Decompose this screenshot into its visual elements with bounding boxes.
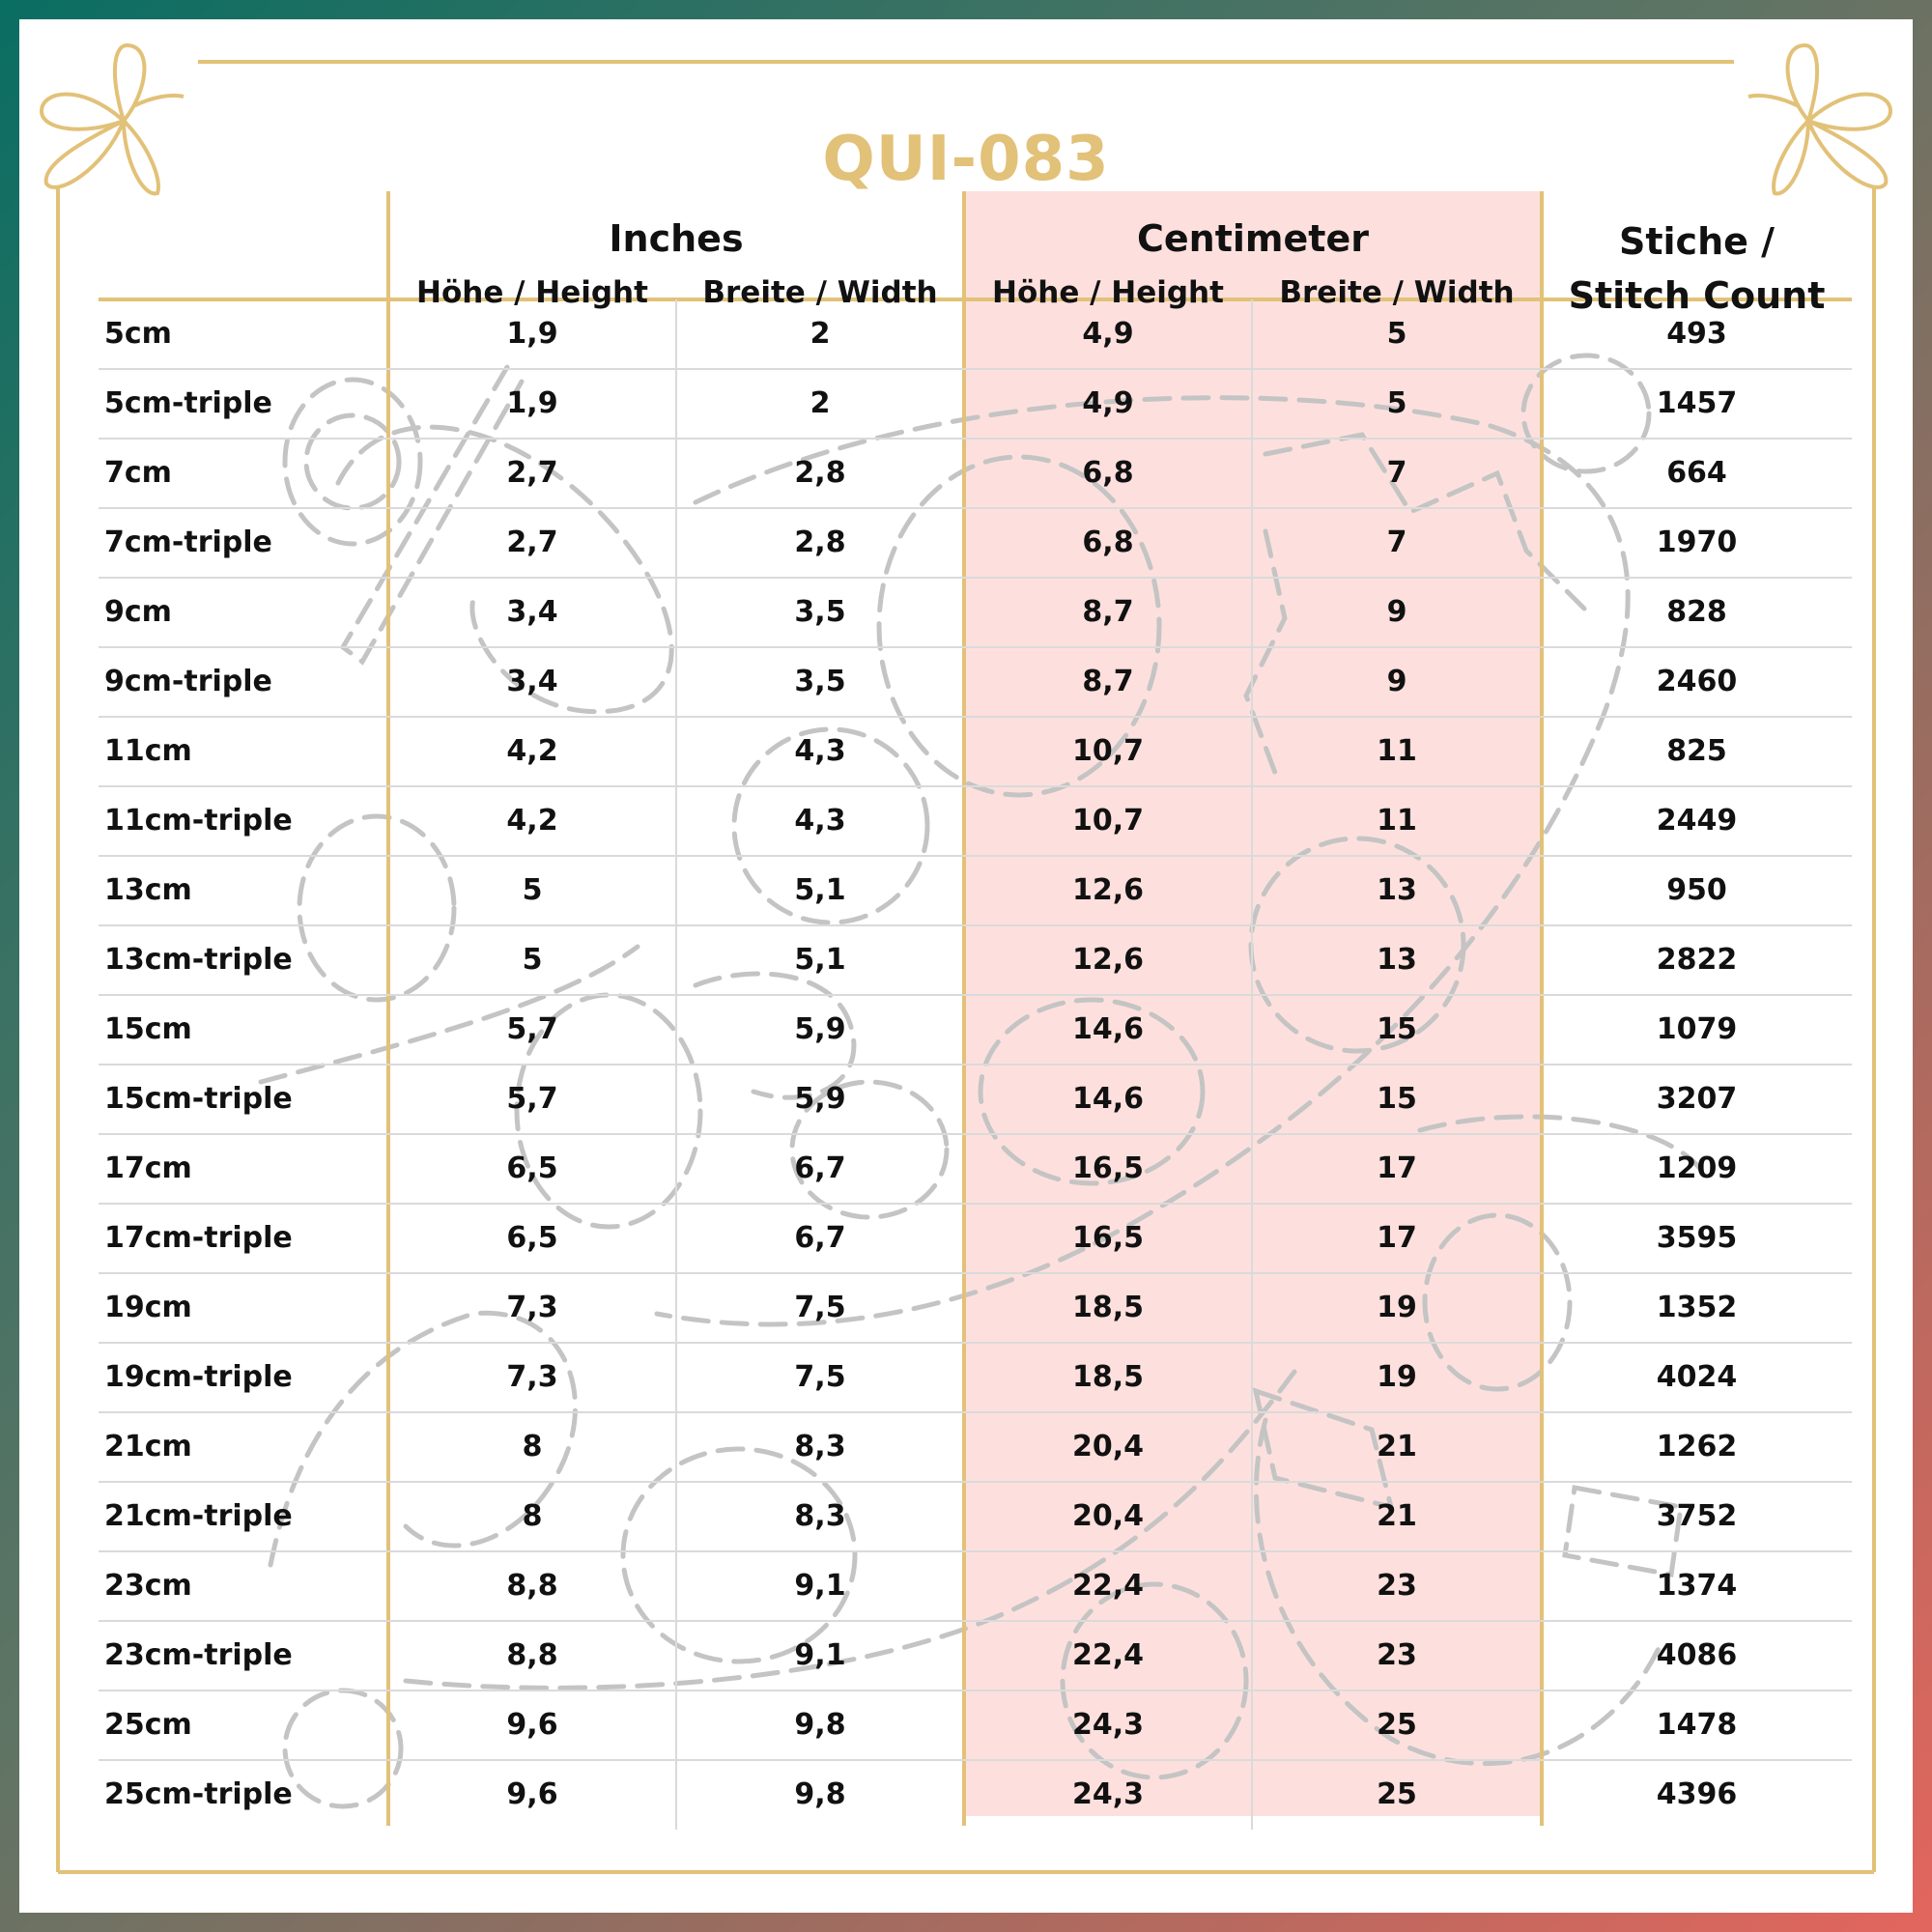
stitch-count-value: 1079 bbox=[1656, 1012, 1738, 1046]
size-label: 5cm bbox=[104, 317, 172, 351]
size-label: 5cm-triple bbox=[104, 386, 272, 420]
stitch-count-value: 4396 bbox=[1656, 1777, 1738, 1811]
cm-height-value: 20,4 bbox=[1071, 1430, 1145, 1463]
table-row bbox=[99, 1621, 1852, 1690]
header-stitch-line1: Stiche / bbox=[1618, 220, 1776, 263]
inches-height-value: 9,6 bbox=[506, 1777, 558, 1811]
table-row bbox=[99, 1343, 1852, 1412]
inches-width-value: 9,8 bbox=[794, 1777, 846, 1811]
cm-width-value: 13 bbox=[1377, 943, 1417, 977]
inches-width-value: 6,7 bbox=[794, 1221, 846, 1255]
stitch-count-value: 4024 bbox=[1656, 1360, 1738, 1394]
table-row bbox=[99, 578, 1852, 647]
size-label: 17cm-triple bbox=[104, 1221, 293, 1255]
stitch-count-value: 825 bbox=[1666, 734, 1727, 768]
inches-height-value: 2,7 bbox=[506, 456, 558, 490]
size-label: 15cm-triple bbox=[104, 1082, 293, 1116]
size-label: 25cm bbox=[104, 1708, 192, 1742]
cm-width-value: 11 bbox=[1377, 734, 1417, 768]
stitch-count-value: 2822 bbox=[1656, 943, 1738, 977]
inches-width-value: 7,5 bbox=[794, 1360, 846, 1394]
inches-height-value: 2,7 bbox=[506, 526, 558, 559]
inches-width-value: 5,9 bbox=[794, 1082, 846, 1116]
stitch-count-value: 2460 bbox=[1656, 665, 1738, 698]
size-label: 21cm bbox=[104, 1430, 192, 1463]
inches-height-value: 7,3 bbox=[506, 1291, 558, 1324]
table-row bbox=[99, 1273, 1852, 1343]
cm-width-value: 17 bbox=[1377, 1221, 1417, 1255]
inches-height-value: 8,8 bbox=[506, 1569, 558, 1603]
cm-height-value: 16,5 bbox=[1071, 1221, 1145, 1255]
header-stitch-line2: Stitch Count bbox=[1568, 274, 1826, 317]
cm-width-value: 9 bbox=[1386, 595, 1407, 629]
stitch-count-value: 4086 bbox=[1656, 1638, 1738, 1672]
inches-height-value: 4,2 bbox=[506, 734, 558, 768]
inches-height-value: 6,5 bbox=[506, 1221, 558, 1255]
stitch-count-value: 493 bbox=[1666, 317, 1727, 351]
inches-width-value: 9,8 bbox=[794, 1708, 846, 1742]
cm-width-value: 21 bbox=[1377, 1430, 1417, 1463]
size-chart-sheet bbox=[19, 19, 1913, 1913]
cm-width-value: 15 bbox=[1377, 1082, 1417, 1116]
stitch-count-value: 1209 bbox=[1656, 1151, 1738, 1185]
table-row bbox=[99, 1690, 1852, 1760]
stitch-count-value: 1374 bbox=[1656, 1569, 1738, 1603]
inches-width-value: 3,5 bbox=[794, 595, 846, 629]
page-title: QUI-083 bbox=[822, 124, 1110, 195]
inches-height-value: 1,9 bbox=[506, 317, 558, 351]
stitch-count-value: 3207 bbox=[1656, 1082, 1738, 1116]
size-label: 21cm-triple bbox=[104, 1499, 293, 1533]
header-cm-width: Breite / Width bbox=[1279, 275, 1515, 310]
cm-height-value: 18,5 bbox=[1071, 1360, 1145, 1394]
table-row bbox=[99, 647, 1852, 717]
cm-height-value: 6,8 bbox=[1082, 526, 1134, 559]
inches-height-value: 1,9 bbox=[506, 386, 558, 420]
inches-width-value: 5,1 bbox=[794, 943, 846, 977]
cm-height-value: 14,6 bbox=[1071, 1012, 1145, 1046]
table-row bbox=[99, 717, 1852, 786]
size-label: 23cm-triple bbox=[104, 1638, 293, 1672]
stitch-count-value: 828 bbox=[1666, 595, 1727, 629]
inches-height-value: 7,3 bbox=[506, 1360, 558, 1394]
size-label: 11cm bbox=[104, 734, 192, 768]
size-label: 9cm bbox=[104, 595, 172, 629]
size-table-body bbox=[99, 299, 1852, 1830]
size-label: 11cm-triple bbox=[104, 804, 293, 838]
inches-width-value: 5,1 bbox=[794, 873, 846, 907]
cm-width-value: 5 bbox=[1386, 317, 1407, 351]
header-centimeter: Centimeter bbox=[1137, 217, 1369, 260]
cm-height-value: 4,9 bbox=[1082, 386, 1134, 420]
inches-width-value: 8,3 bbox=[794, 1499, 846, 1533]
table-row bbox=[99, 299, 1852, 369]
table-row bbox=[99, 1551, 1852, 1621]
cm-height-value: 10,7 bbox=[1071, 734, 1145, 768]
inches-width-value: 5,9 bbox=[794, 1012, 846, 1046]
inches-height-value: 8 bbox=[522, 1430, 543, 1463]
table-row bbox=[99, 1134, 1852, 1204]
table-row bbox=[99, 508, 1852, 578]
size-label: 15cm bbox=[104, 1012, 192, 1046]
cm-height-value: 10,7 bbox=[1071, 804, 1145, 838]
inches-width-value: 2 bbox=[810, 317, 831, 351]
size-label: 7cm-triple bbox=[104, 526, 272, 559]
cm-width-value: 11 bbox=[1377, 804, 1417, 838]
cm-width-value: 23 bbox=[1377, 1638, 1417, 1672]
size-label: 7cm bbox=[104, 456, 172, 490]
cm-height-value: 12,6 bbox=[1071, 943, 1145, 977]
size-label: 23cm bbox=[104, 1569, 192, 1603]
inches-width-value: 7,5 bbox=[794, 1291, 846, 1324]
header-cm-height: Höhe / Height bbox=[992, 275, 1224, 310]
size-label: 13cm bbox=[104, 873, 192, 907]
cm-width-value: 13 bbox=[1377, 873, 1417, 907]
cm-height-value: 24,3 bbox=[1071, 1708, 1145, 1742]
inches-height-value: 6,5 bbox=[506, 1151, 558, 1185]
cm-width-value: 5 bbox=[1386, 386, 1407, 420]
size-label: 9cm-triple bbox=[104, 665, 272, 698]
table-row bbox=[99, 1065, 1852, 1134]
table-row bbox=[99, 1760, 1852, 1830]
cm-width-value: 9 bbox=[1386, 665, 1407, 698]
stitch-count-value: 1352 bbox=[1656, 1291, 1738, 1324]
cm-width-value: 7 bbox=[1386, 526, 1407, 559]
inches-width-value: 9,1 bbox=[794, 1569, 846, 1603]
cm-height-value: 4,9 bbox=[1082, 317, 1134, 351]
inches-width-value: 8,3 bbox=[794, 1430, 846, 1463]
inches-height-value: 5,7 bbox=[506, 1082, 558, 1116]
inches-height-value: 3,4 bbox=[506, 665, 558, 698]
cm-width-value: 23 bbox=[1377, 1569, 1417, 1603]
cm-width-value: 7 bbox=[1386, 456, 1407, 490]
stitch-count-value: 950 bbox=[1666, 873, 1727, 907]
inches-height-value: 9,6 bbox=[506, 1708, 558, 1742]
inches-width-value: 2,8 bbox=[794, 456, 846, 490]
size-label: 19cm bbox=[104, 1291, 192, 1324]
cm-width-value: 19 bbox=[1377, 1360, 1417, 1394]
cm-height-value: 16,5 bbox=[1071, 1151, 1145, 1185]
table-row bbox=[99, 1412, 1852, 1482]
table-row bbox=[99, 925, 1852, 995]
table-row bbox=[99, 369, 1852, 439]
header-inches: Inches bbox=[609, 217, 744, 260]
cm-width-value: 21 bbox=[1377, 1499, 1417, 1533]
table-row bbox=[99, 1204, 1852, 1273]
cm-height-value: 14,6 bbox=[1071, 1082, 1145, 1116]
inches-width-value: 4,3 bbox=[794, 804, 846, 838]
stitch-count-value: 1457 bbox=[1656, 386, 1738, 420]
stitch-count-value: 1478 bbox=[1656, 1708, 1738, 1742]
inches-width-value: 9,1 bbox=[794, 1638, 846, 1672]
inches-height-value: 8,8 bbox=[506, 1638, 558, 1672]
cm-height-value: 12,6 bbox=[1071, 873, 1145, 907]
cm-height-value: 20,4 bbox=[1071, 1499, 1145, 1533]
size-label: 13cm-triple bbox=[104, 943, 293, 977]
cm-height-value: 8,7 bbox=[1082, 595, 1134, 629]
size-label: 17cm bbox=[104, 1151, 192, 1185]
cm-width-value: 17 bbox=[1377, 1151, 1417, 1185]
cm-height-value: 22,4 bbox=[1071, 1569, 1145, 1603]
inches-height-value: 5 bbox=[522, 873, 543, 907]
stitch-count-value: 1970 bbox=[1656, 526, 1738, 559]
cm-height-value: 6,8 bbox=[1082, 456, 1134, 490]
stitch-count-value: 1262 bbox=[1656, 1430, 1738, 1463]
cm-width-value: 25 bbox=[1377, 1777, 1417, 1811]
inches-height-value: 5,7 bbox=[506, 1012, 558, 1046]
table-row bbox=[99, 786, 1852, 856]
cm-width-value: 25 bbox=[1377, 1708, 1417, 1742]
cm-height-value: 24,3 bbox=[1071, 1777, 1145, 1811]
inches-height-value: 8 bbox=[522, 1499, 543, 1533]
stitch-count-value: 2449 bbox=[1656, 804, 1738, 838]
cm-width-value: 15 bbox=[1377, 1012, 1417, 1046]
stitch-count-value: 664 bbox=[1666, 456, 1727, 490]
size-label: 19cm-triple bbox=[104, 1360, 293, 1394]
table-row bbox=[99, 856, 1852, 925]
inches-width-value: 2 bbox=[810, 386, 831, 420]
header-inches-width: Breite / Width bbox=[702, 275, 938, 310]
inches-width-value: 4,3 bbox=[794, 734, 846, 768]
inches-height-value: 4,2 bbox=[506, 804, 558, 838]
table-row bbox=[99, 439, 1852, 508]
inches-width-value: 2,8 bbox=[794, 526, 846, 559]
inches-width-value: 3,5 bbox=[794, 665, 846, 698]
inches-height-value: 5 bbox=[522, 943, 543, 977]
size-label: 25cm-triple bbox=[104, 1777, 293, 1811]
table-row bbox=[99, 1482, 1852, 1551]
header-inches-height: Höhe / Height bbox=[416, 275, 648, 310]
stitch-count-value: 3752 bbox=[1656, 1499, 1738, 1533]
inches-width-value: 6,7 bbox=[794, 1151, 846, 1185]
cm-height-value: 8,7 bbox=[1082, 665, 1134, 698]
inches-height-value: 3,4 bbox=[506, 595, 558, 629]
table-row bbox=[99, 995, 1852, 1065]
cm-height-value: 18,5 bbox=[1071, 1291, 1145, 1324]
cm-width-value: 19 bbox=[1377, 1291, 1417, 1324]
cm-height-value: 22,4 bbox=[1071, 1638, 1145, 1672]
stitch-count-value: 3595 bbox=[1656, 1221, 1738, 1255]
